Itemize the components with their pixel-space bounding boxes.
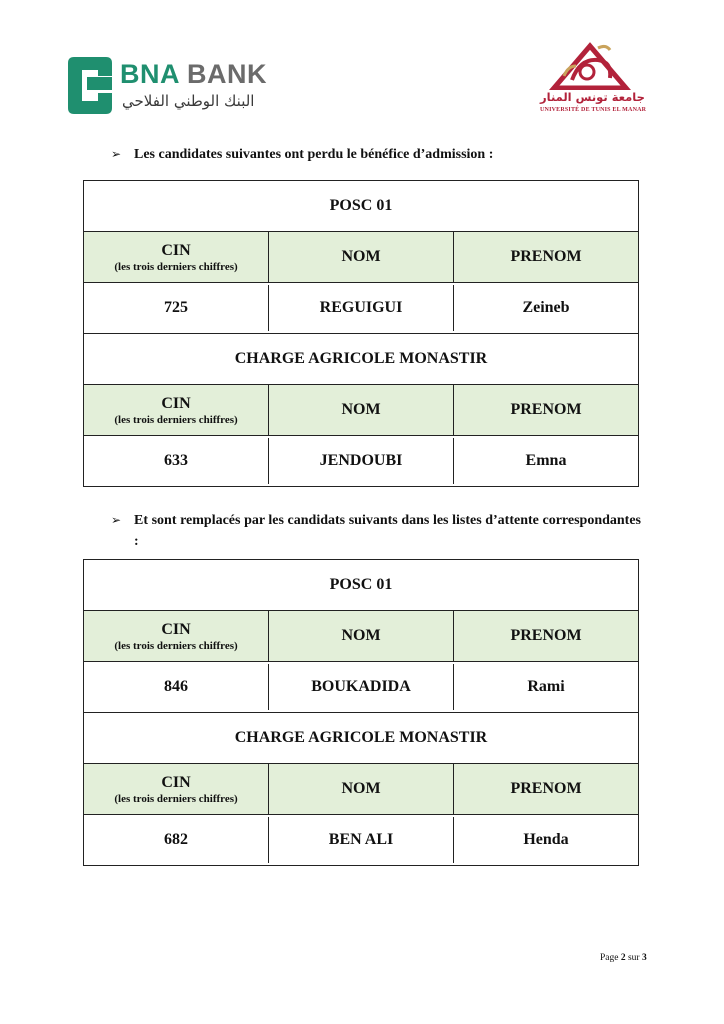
table-title-row — [84, 712, 638, 763]
arrow-bullet-icon: ➢ — [111, 147, 122, 161]
cell-nom: JENDOUBI — [268, 438, 453, 484]
table-title: POSC 01 — [329, 197, 393, 214]
header-prenom: PRENOM — [453, 764, 638, 814]
section1-bullet — [111, 144, 641, 165]
header-cin: CIN (les trois derniers chiffres) — [114, 394, 238, 426]
table-header-row — [84, 610, 638, 661]
section2-bullet — [111, 510, 641, 552]
table-title: CHARGE AGRICOLE MONASTIR — [234, 729, 488, 746]
table-row — [84, 814, 638, 865]
cell-prenom: Emna — [453, 438, 638, 484]
utm-arabic-name: جامعة تونس المنار — [540, 90, 645, 104]
utm-latin-name: UNIVERSITÉ DE TUNIS EL MANAR — [540, 107, 647, 113]
cell-nom: REGUIGUI — [268, 285, 453, 331]
header-prenom: PRENOM — [453, 611, 638, 661]
cell-cin: 682 — [164, 831, 188, 848]
cell-cin: 846 — [164, 678, 188, 695]
section2-text: Et sont remplacés par les candidats suivants dans les listes d’attente correspondantes : — [134, 513, 641, 549]
arrow-bullet-icon: ➢ — [111, 513, 122, 527]
table-title-row — [84, 181, 638, 231]
section1-text: Les candidates suivantes ont perdu le bénéfice d’admission : — [134, 147, 494, 162]
table-title: POSC 01 — [329, 576, 393, 593]
table-row — [84, 435, 638, 486]
cell-cin: 725 — [164, 299, 188, 316]
cell-prenom: Rami — [453, 664, 638, 710]
cell-cin: 633 — [164, 452, 188, 469]
bna-bank-logo — [68, 57, 268, 117]
table-title-row — [84, 333, 638, 384]
header-cin: CIN (les trois derniers chiffres) — [114, 241, 238, 273]
cell-nom: BEN ALI — [268, 817, 453, 863]
header-cin: CIN (les trois derniers chiffres) — [114, 620, 238, 652]
cell-nom: BOUKADIDA — [268, 664, 453, 710]
table-header-row — [84, 231, 638, 282]
table-row — [84, 282, 638, 333]
header-nom: NOM — [268, 385, 453, 435]
bna-title: BNA BANK — [120, 59, 268, 89]
header-cin: CIN (les trois derniers chiffres) — [114, 773, 238, 805]
header-prenom: PRENOM — [453, 385, 638, 435]
page-number: Page 2 sur 3 — [600, 953, 647, 963]
utm-emblem-icon — [540, 40, 640, 90]
table-row — [84, 661, 638, 712]
header-prenom: PRENOM — [453, 232, 638, 282]
bna-arabic-name: البنك الوطني الفلاحي — [122, 92, 255, 110]
utm-logo — [540, 40, 647, 120]
table-replacements — [83, 559, 639, 866]
table-posc01-lost — [83, 180, 639, 487]
table-title-row — [84, 560, 638, 610]
table-title: CHARGE AGRICOLE MONASTIR — [234, 350, 488, 367]
cell-prenom: Zeineb — [453, 285, 638, 331]
table-header-row — [84, 763, 638, 814]
header-nom: NOM — [268, 232, 453, 282]
header-nom: NOM — [268, 764, 453, 814]
bna-mark-icon — [68, 57, 112, 114]
table-header-row — [84, 384, 638, 435]
header-nom: NOM — [268, 611, 453, 661]
cell-prenom: Henda — [453, 817, 638, 863]
